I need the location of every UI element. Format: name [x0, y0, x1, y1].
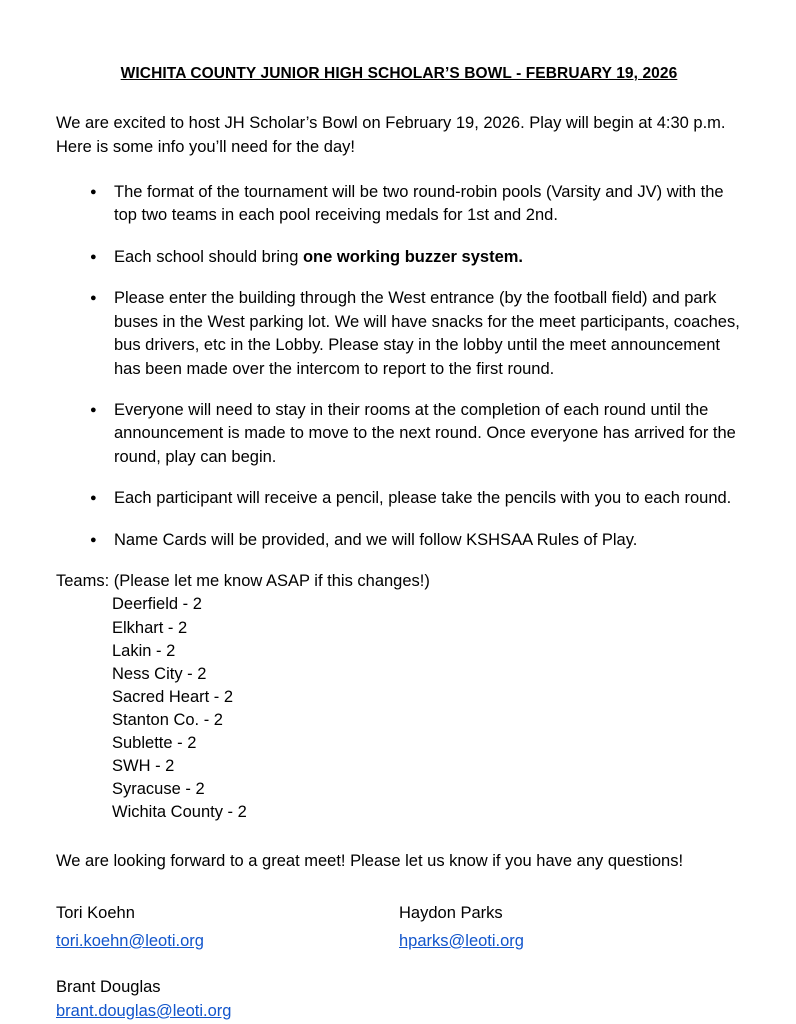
list-item: Deerfield - 2: [112, 595, 202, 614]
info-bullet-list: [56, 181, 742, 552]
list-item: Sublette - 2: [112, 734, 197, 753]
contact-name-3: Brant Douglas: [56, 977, 161, 996]
contact-emails-row: [56, 930, 742, 954]
contact-email-link-1[interactable]: tori.koehn@leoti.org: [56, 931, 204, 950]
list-item: Stanton Co. - 2: [112, 710, 223, 729]
list-item: [90, 487, 742, 510]
list-item: [90, 181, 742, 228]
teams-heading: Teams: (Please let me know ASAP if this changes!): [56, 572, 430, 591]
list-item: Syracuse - 2: [112, 780, 205, 799]
contact-name-1: Tori Koehn: [56, 903, 135, 922]
bullet-text: Please enter the building through the West entrance (by the football field) and park buses in the West parking lot. We will have snacks for the meet participants, coaches, bus drivers, etc in the Lobby. Please stay in the lobby until the meet announcement has been made over the intercom to report to the first round.: [114, 289, 740, 378]
contact-names-row: [56, 902, 742, 926]
list-item: Elkhart - 2: [112, 618, 188, 637]
contact-name-2: Haydon Parks: [399, 903, 503, 922]
contacts-section: [56, 902, 742, 1024]
contact-email-link-2[interactable]: hparks@leoti.org: [399, 931, 524, 950]
list-item: Ness City - 2: [112, 664, 207, 683]
list-item: [90, 529, 742, 552]
teams-list: [56, 593, 742, 824]
bullet-text: Each participant will receive a pencil, please take the pencils with you to each round.: [114, 489, 732, 508]
contact-email-cell-1: [56, 930, 399, 954]
bullet-text: Everyone will need to stay in their rooms at the completion of each round until the announcement is made to move to the next round. Once everyone has arrived for the round, play can begin.: [114, 400, 736, 466]
bullet-text: Name Cards will be provided, and we will follow KSHSAA Rules of Play.: [114, 530, 638, 549]
list-item: Lakin - 2: [112, 641, 176, 660]
list-item: SWH - 2: [112, 757, 175, 776]
closing-paragraph: We are looking forward to a great meet! Please let us know if you have any questions!: [56, 852, 684, 871]
bullet-text: Each school should bring: [114, 247, 303, 266]
page-title: WICHITA COUNTY JUNIOR HIGH SCHOLAR’S BOWL - FEBRUARY 19, 2026: [120, 65, 678, 82]
contact-email-cell-2: [399, 930, 742, 954]
contact-block-3: [56, 976, 742, 1024]
bullet-bold: one working buzzer system.: [302, 247, 524, 266]
list-item: [90, 399, 742, 469]
contact-email-link-3[interactable]: brant.douglas@leoti.org: [56, 1001, 232, 1020]
list-item: Wichita County - 2: [112, 803, 247, 822]
list-item: Sacred Heart - 2: [112, 687, 234, 706]
list-item: [90, 246, 742, 269]
list-item: [90, 287, 742, 381]
bullet-text: The format of the tournament will be two round-robin pools (Varsity and JV) with the top two teams in each pool receiving medals for 1st and 2nd.: [114, 182, 724, 225]
intro-paragraph: We are excited to host JH Scholar’s Bowl on February 19, 2026. Play will begin at 4:30 p.m. Here is some info you’ll need for the day!: [56, 114, 726, 156]
